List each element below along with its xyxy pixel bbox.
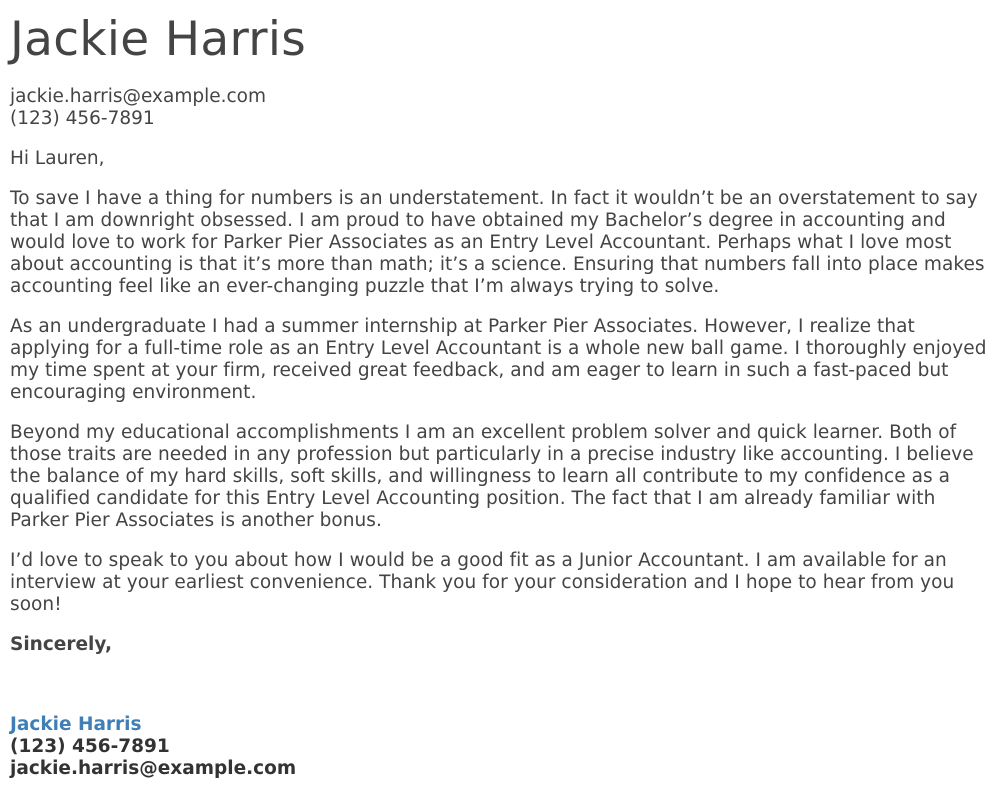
- header-email: jackie.harris@example.com: [10, 86, 267, 107]
- closing: Sincerely,: [10, 634, 113, 655]
- signature-phone: (123) 456-7891: [10, 736, 170, 757]
- body-paragraph-1: To save I have a thing for numbers is an understatement. In fact it wouldn’t be an overstatement to say that I am downright obsessed. I am proud to have obtained my Bachelor’s degree in accounting and would love to work for Parker Pier Associates as an Entry Level Accountant. Perhaps what I love most about accounting is that it’s more than math; it’s a science. Ensuring that numbers fall into place makes accounting feel like an ever-changing puzzle that I’m always trying to solve.: [10, 188, 985, 297]
- signature-block: [10, 714, 995, 780]
- header-phone: (123) 456-7891: [10, 108, 155, 129]
- signature-name: Jackie Harris: [10, 714, 142, 735]
- greeting: Hi Lauren,: [10, 148, 105, 169]
- body-paragraph-3: Beyond my educational accomplishments I am an excellent problem solver and quick learner. Both of those traits are needed in any profession but particularly in a precise industry like accounting. I believe the balance of my hard skills, soft skills, and willingness to learn all contribute to my confidence as a qualified candidate for this Entry Level Accounting position. The fact that I am already familiar with Parker Pier Associates is another bonus.: [10, 422, 974, 531]
- signature-email: jackie.harris@example.com: [10, 758, 297, 779]
- cover-letter: [10, 0, 995, 780]
- body-paragraph-2: As an undergraduate I had a summer internship at Parker Pier Associates. However, I realize that applying for a full-time role as an Entry Level Accountant is a whole new ball game. I thoroughly enjoyed my time spent at your firm, received great feedback, and am eager to learn in such a fast-paced but encouraging environment.: [10, 316, 987, 403]
- body-paragraph-4: I’d love to speak to you about how I would be a good fit as a Junior Accountant. I am available for an interview at your earliest convenience. Thank you for your consideration and I hope to hear from you soon!: [10, 550, 955, 615]
- header-contact: [10, 86, 995, 130]
- page-title: Jackie Harris: [10, 12, 307, 67]
